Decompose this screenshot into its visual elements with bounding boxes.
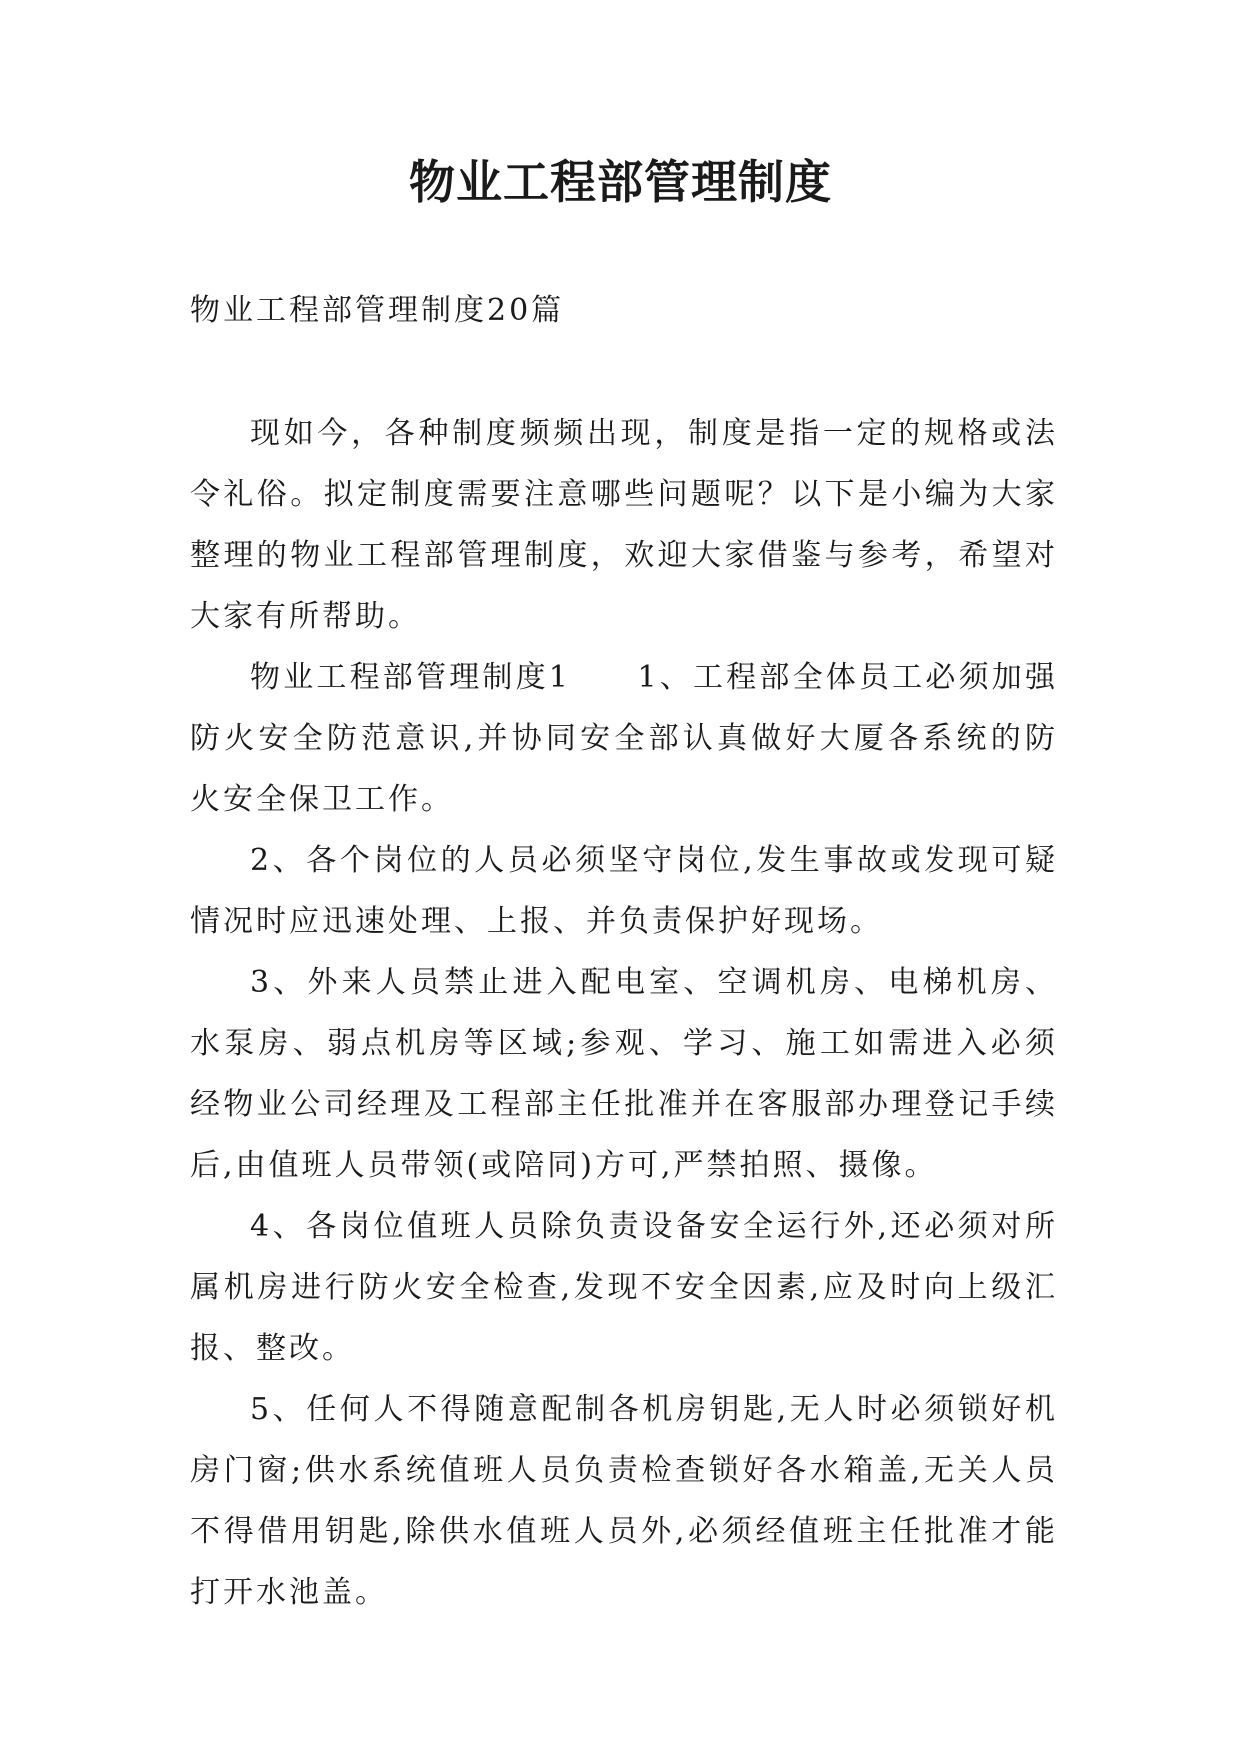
document-body (190, 280, 1058, 1623)
document-title: 物业工程部管理制度 (409, 155, 832, 209)
paragraph-spacer (190, 341, 1058, 403)
document-subtitle: 物业工程部管理制度20篇 (190, 293, 565, 328)
rule-paragraph-3: 3、外来人员禁止进入配电室、空调机房、电梯机房、水泵房、弱点机房等区域;参观、学习、施工如需进入必须经物业公司经理及工程部主任批准并在客服部办理登记手续后,由值班人员带领(或陪同)方可,严禁拍照、摄像。 (190, 965, 1058, 1183)
rule-paragraph-2: 2、各个岗位的人员必须坚守岗位,发生事故或发现可疑情况时应迅速处理、上报、并负责保护好现场。 (190, 843, 1058, 939)
intro-paragraph: 现如今，各种制度频频出现，制度是指一定的规格或法令礼俗。拟定制度需要注意哪些问题呢？以下是小编为大家整理的物业工程部管理制度，欢迎大家借鉴与参考，希望对大家有所帮助。 (190, 416, 1058, 634)
rule-paragraph-1: 物业工程部管理制度1 1、工程部全体员工必须加强防火安全防范意识,并协同安全部认真做好大厦各系统的防火安全保卫工作。 (190, 660, 1058, 817)
rule-paragraph-5: 5、任何人不得随意配制各机房钥匙,无人时必须锁好机房门窗;供水系统值班人员负责检查锁好各水箱盖,无关人员不得借用钥匙,除供水值班人员外,必须经值班主任批准才能打开水池盖。 (190, 1392, 1058, 1610)
rule-paragraph-4: 4、各岗位值班人员除负责设备安全运行外,还必须对所属机房进行防火安全检查,发现不安全因素,应及时向上级汇报、整改。 (190, 1209, 1058, 1366)
